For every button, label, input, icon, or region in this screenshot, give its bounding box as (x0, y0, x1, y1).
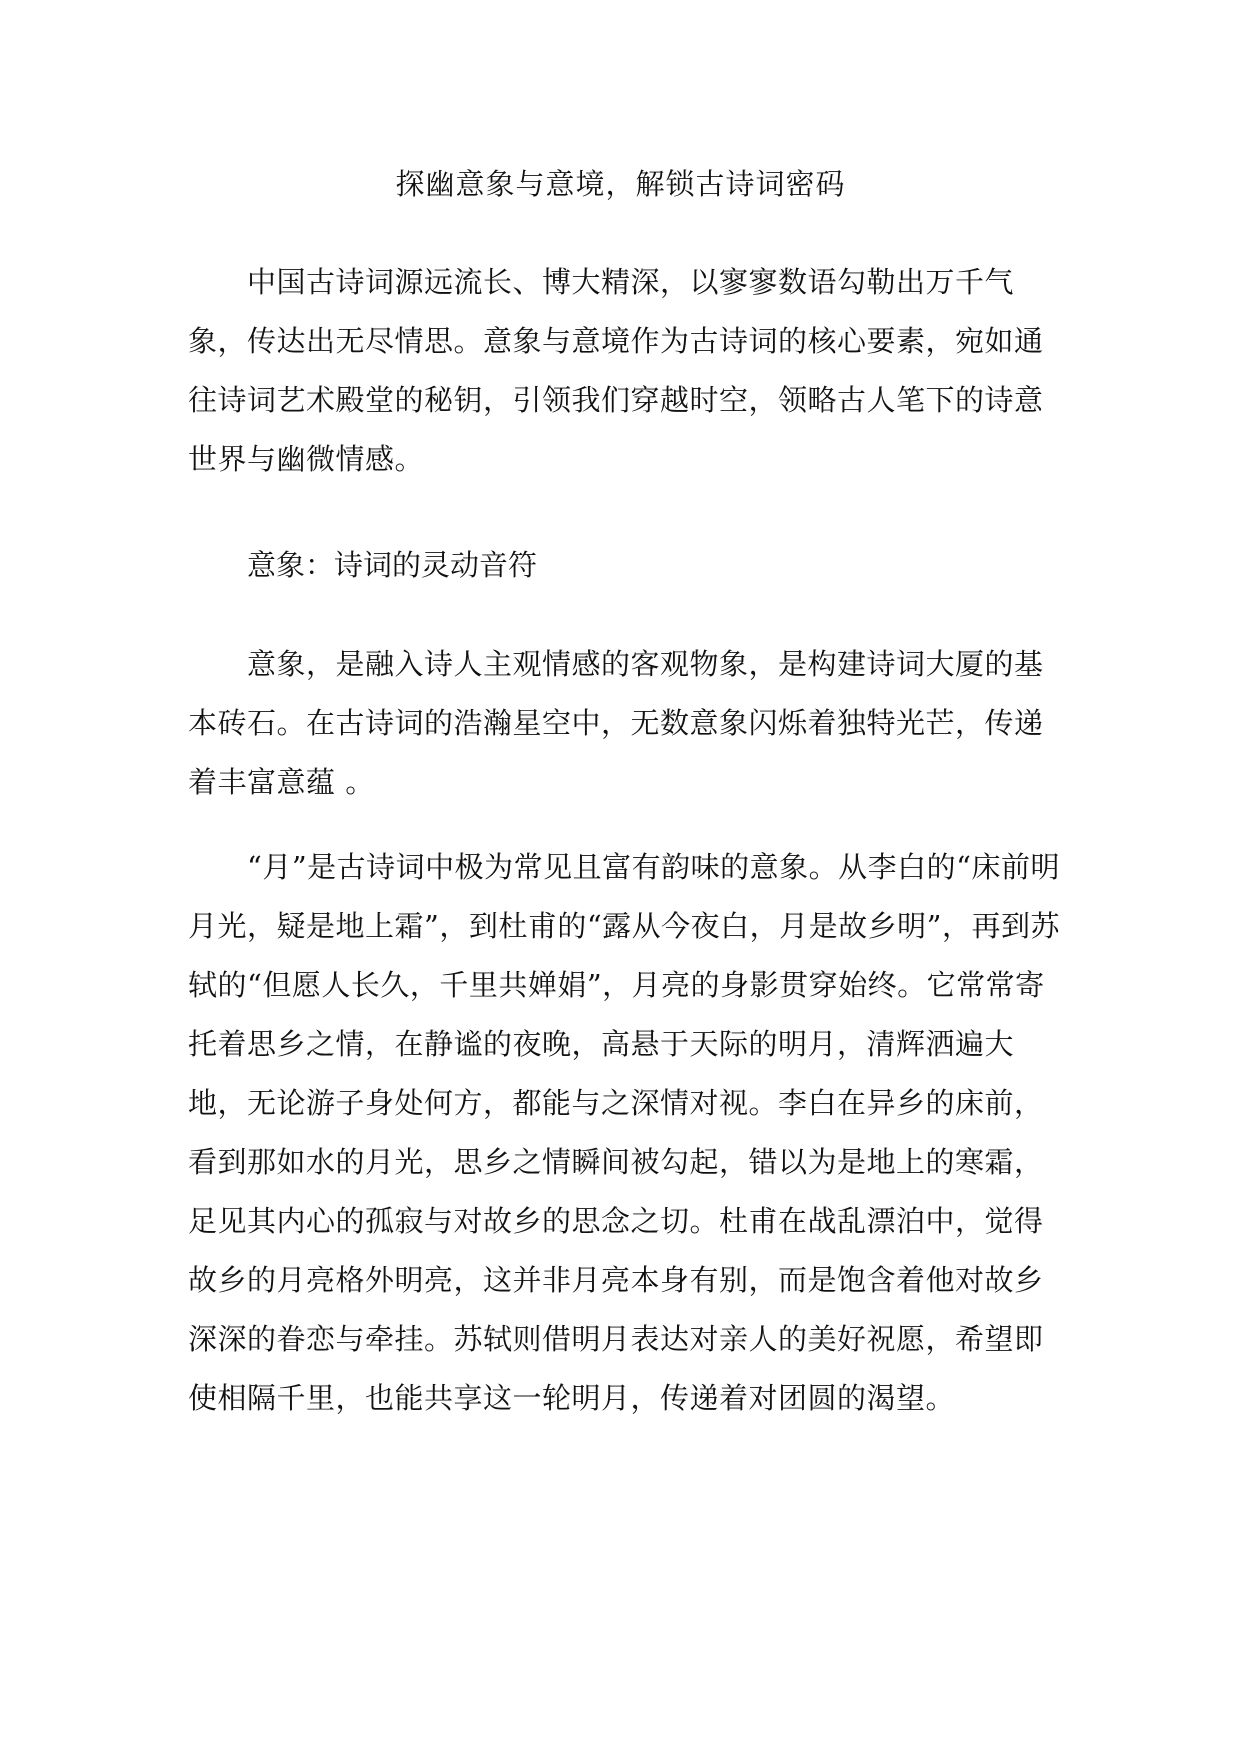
section-heading: 意象：诗词的灵动音符 (247, 548, 538, 582)
intro-paragraph: 中国古诗词源远流长、博大精深，以寥寥数语勾勒出万千气象，传达出无尽情思。意象与意境作为古诗词的核心要素，宛如通往诗词艺术殿堂的秘钥，引领我们穿越时空，领略古人笔下的诗意世界与幽微情感。 (188, 265, 1044, 476)
page-title: 探幽意象与意境，解锁古诗词密码 (395, 167, 846, 201)
moon-imagery-paragraph: “月”是古诗词中极为常见且富有韵味的意象。从李白的“床前明月光，疑是地上霜”，到杜甫的“露从今夜白，月是故乡明”，再到苏轼的“但愿人长久，千里共婵娟”，月亮的身影贯穿始终。它常常寄托着思乡之情，在静谧的夜晚，高悬于天际的明月，清辉洒遍大地，无论游子身处何方，都能与之深情对视。李白在异乡的床前，看到那如水的月光，思乡之情瞬间被勾起，错以为是地上的寒霜，足见其内心的孤寂与对故乡的思念之切。杜甫在战乱漂泊中，觉得故乡的月亮格外明亮，这并非月亮本身有别，而是饱含着他对故乡深深的眷恋与牵挂。苏轼则借明月表达对亲人的美好祝愿，希望即使相隔千里，也能共享这一轮明月，传递着对团圆的渴望。 (188, 850, 1060, 1415)
imagery-definition-paragraph: 意象，是融入诗人主观情感的客观物象，是构建诗词大厦的基本砖石。在古诗词的浩瀚星空中，无数意象闪烁着独特光芒，传递着丰富意蕴 。 (188, 647, 1044, 799)
